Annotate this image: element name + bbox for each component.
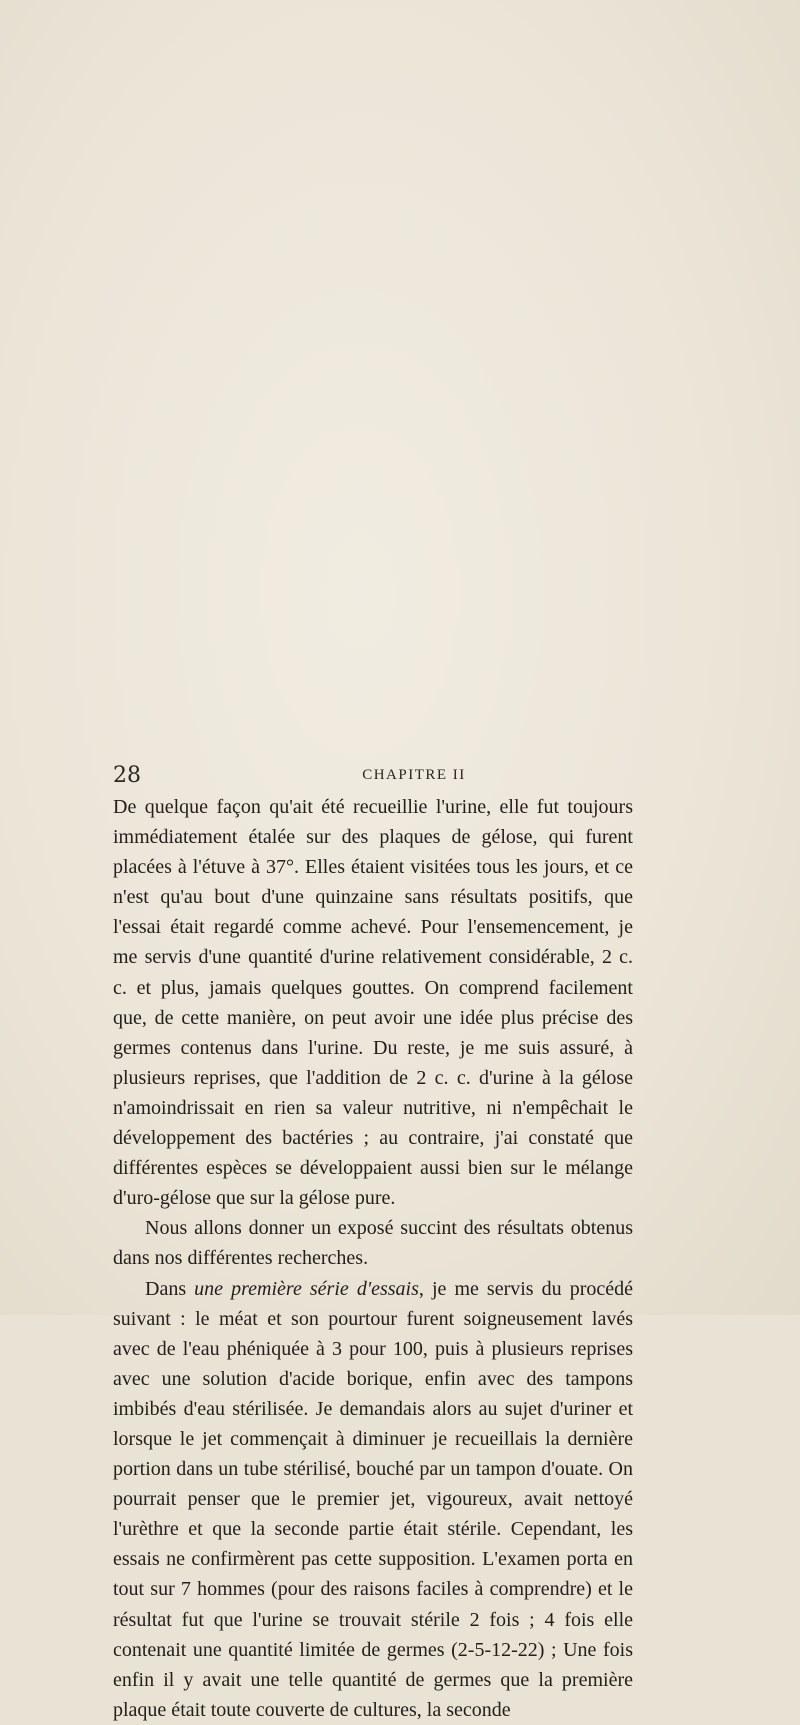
paragraph-3 bbox=[113, 1274, 633, 1725]
paragraph-3-prefix: Dans bbox=[145, 1277, 195, 1300]
page-number: 28 bbox=[113, 763, 141, 788]
paragraph-1-text: De quelque façon qu'ait été recueillie l'urine, elle fut toujours immédiatement étalée sur des plaques de gélose, qui furent placées à l'étuve à 37°. Elles étaient visitées tous les jours, et ce n'est qu'au bout d'une quinzaine sans résultats positifs, que l'essai était regardé comme achevé. Pour l'ensemencement, je me servis d'une quantité d'urine relativement considérable, 2 c. c. et plus, jamais quelques gouttes. On comprend facilement que, de cette manière, on peut avoir une idée plus précise des germes contenus dans l'urine. Du reste, je me suis assuré, à plusieurs reprises, que l'addition de 2 c. c. d'urine à la gélose n'amoindrissait en rien sa valeur nutritive, ni n'empêchait le développement des bactéries ; au contraire, j'ai constaté que différentes espèces se développaient aussi bien sur le mélange d'uro-gélose que sur la gélose pure. bbox=[113, 796, 633, 1210]
paragraph-3-text: , je me servis du procédé suivant : le méat et son pourtour furent soigneusement lavés avec de l'eau phéniquée à 3 pour 100, puis à plusieurs reprises avec une solution d'acide borique, enfin avec des tampons imbibés d'eau stérilisée. Je demandais alors au sujet d'uriner et lorsque le jet commençait à diminuer je recueillais la dernière portion dans un tube stérilisé, bouché par un tampon d'ouate. On pourrait penser que le premier jet, vigoureux, avait nettoyé l'urèthre et que la seconde partie était stérile. Cependant, les essais ne confirmèrent pas cette supposition. L'examen porta en tout sur 7 hommes (pour des raisons faciles à comprendre) et le résultat fut que l'urine se trouvait stérile 2 fois ; 4 fois elle contenait une quantité limitée de germes (2-5-12-22) ; Une fois enfin il y avait une telle quantité de germes que la première plaque était toute couverte de cultures, la seconde bbox=[113, 1277, 634, 1721]
paragraph-2 bbox=[113, 1213, 633, 1273]
paragraph-2-text: Nous allons donner un exposé succint des résultats obtenus dans nos différentes recherches. bbox=[113, 1217, 633, 1270]
body-text bbox=[113, 792, 633, 1725]
paragraph-3-italic: une première série d'essais bbox=[194, 1277, 419, 1300]
chapter-title: CHAPITRE II bbox=[362, 767, 466, 783]
paragraph-1 bbox=[113, 792, 633, 1213]
